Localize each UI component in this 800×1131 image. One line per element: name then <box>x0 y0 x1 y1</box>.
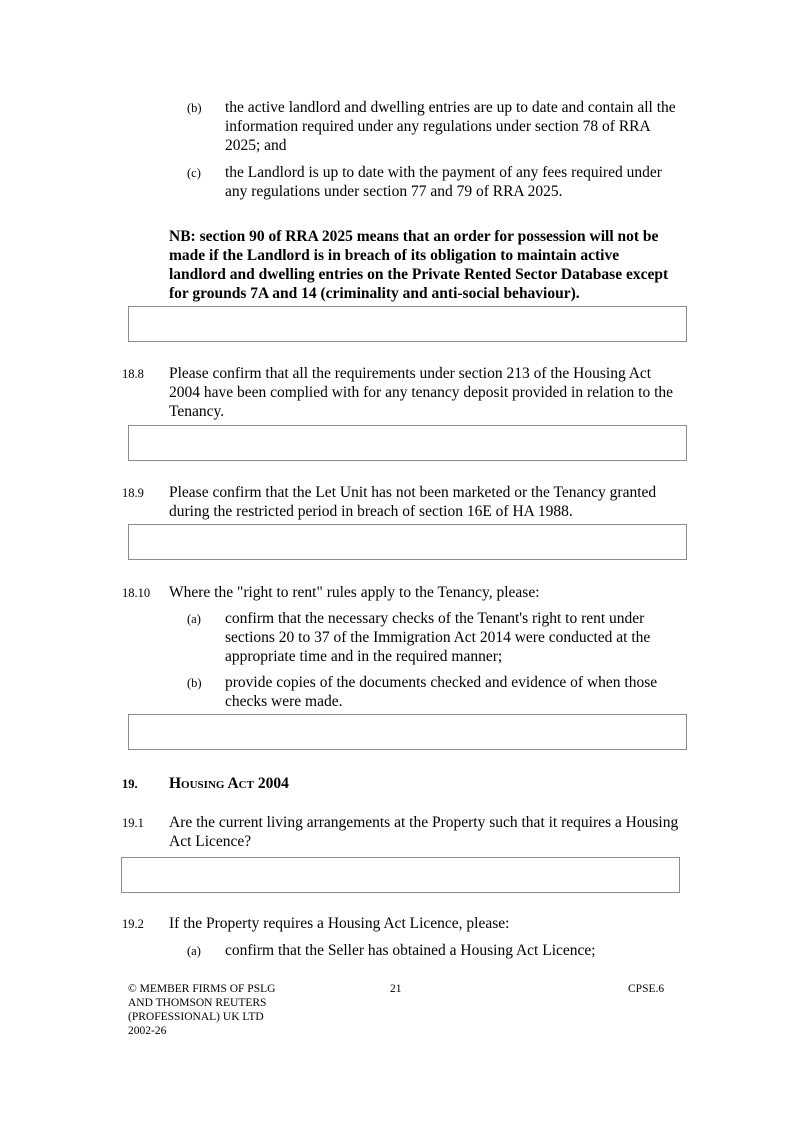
footer-document-code: CPSE.6 <box>628 983 665 995</box>
answer-box-18-8[interactable] <box>128 425 687 461</box>
question-text-18-10: Where the "right to rent" rules apply to the Tenancy, please: <box>169 584 540 601</box>
item-label-b: (b) <box>187 101 202 115</box>
item-text-b-18-10: provide copies of the documents checked and evidence of when those checks were made. <box>225 674 658 710</box>
question-number-18-10: 18.10 <box>122 586 151 600</box>
item-label-a-18-10: (a) <box>187 612 201 626</box>
question-number-19-2: 19.2 <box>122 917 144 931</box>
footer-page-number: 21 <box>390 983 402 995</box>
section-number-19: 19. <box>122 777 138 791</box>
footer-copyright: © MEMBER FIRMS OF PSLG AND THOMSON REUTERS (PROFESSIONAL) UK LTD 2002-26 <box>128 983 276 1037</box>
question-number-19-1: 19.1 <box>122 816 144 830</box>
question-text-18-9: Please confirm that the Let Unit has not been marketed or the Tenancy granted during the restricted period in breach of section 16E of HA 1988. <box>169 484 657 520</box>
question-text-19-2: If the Property requires a Housing Act Licence, please: <box>169 915 510 932</box>
question-text-19-1: Are the current living arrangements at the Property such that it requires a Housing Act Licence? <box>169 814 679 850</box>
item-label-a-19-2: (a) <box>187 944 201 958</box>
answer-box-19-1[interactable] <box>121 857 680 893</box>
answer-box-18-10[interactable] <box>128 714 687 750</box>
question-number-18-9: 18.9 <box>122 486 144 500</box>
item-text-b: the active landlord and dwelling entries are up to date and contain all the information required under any regulations under section 78 of RRA 2025; and <box>225 99 676 154</box>
question-number-18-8: 18.8 <box>122 367 144 381</box>
item-text-a-19-2: confirm that the Seller has obtained a Housing Act Licence; <box>225 942 596 959</box>
item-label-b-18-10: (b) <box>187 676 202 690</box>
nb-note: NB: section 90 of RRA 2025 means that an order for possession will not be made if the Landlord is in breach of its obligation to maintain active landlord and dwelling entries on the Private Rented Sector Database except for grounds 7A and 14 (criminality and anti-social behaviour). <box>169 228 669 302</box>
question-text-18-8: Please confirm that all the requirements under section 213 of the Housing Act 2004 have been complied with for any tenancy deposit provided in relation to the Tenancy. <box>169 365 674 420</box>
section-heading-19: Housing Act 2004 <box>169 775 289 792</box>
answer-box-nb[interactable] <box>128 306 687 342</box>
item-text-c: the Landlord is up to date with the payment of any fees required under any regulations under section 77 and 79 of RRA 2025. <box>225 164 662 200</box>
item-text-a-18-10: confirm that the necessary checks of the Tenant's right to rent under sections 20 to 37 of the Immigration Act 2014 were conducted at the appropriate time and in the required manner; <box>225 610 651 665</box>
item-label-c: (c) <box>187 166 201 180</box>
answer-box-18-9[interactable] <box>128 524 687 560</box>
